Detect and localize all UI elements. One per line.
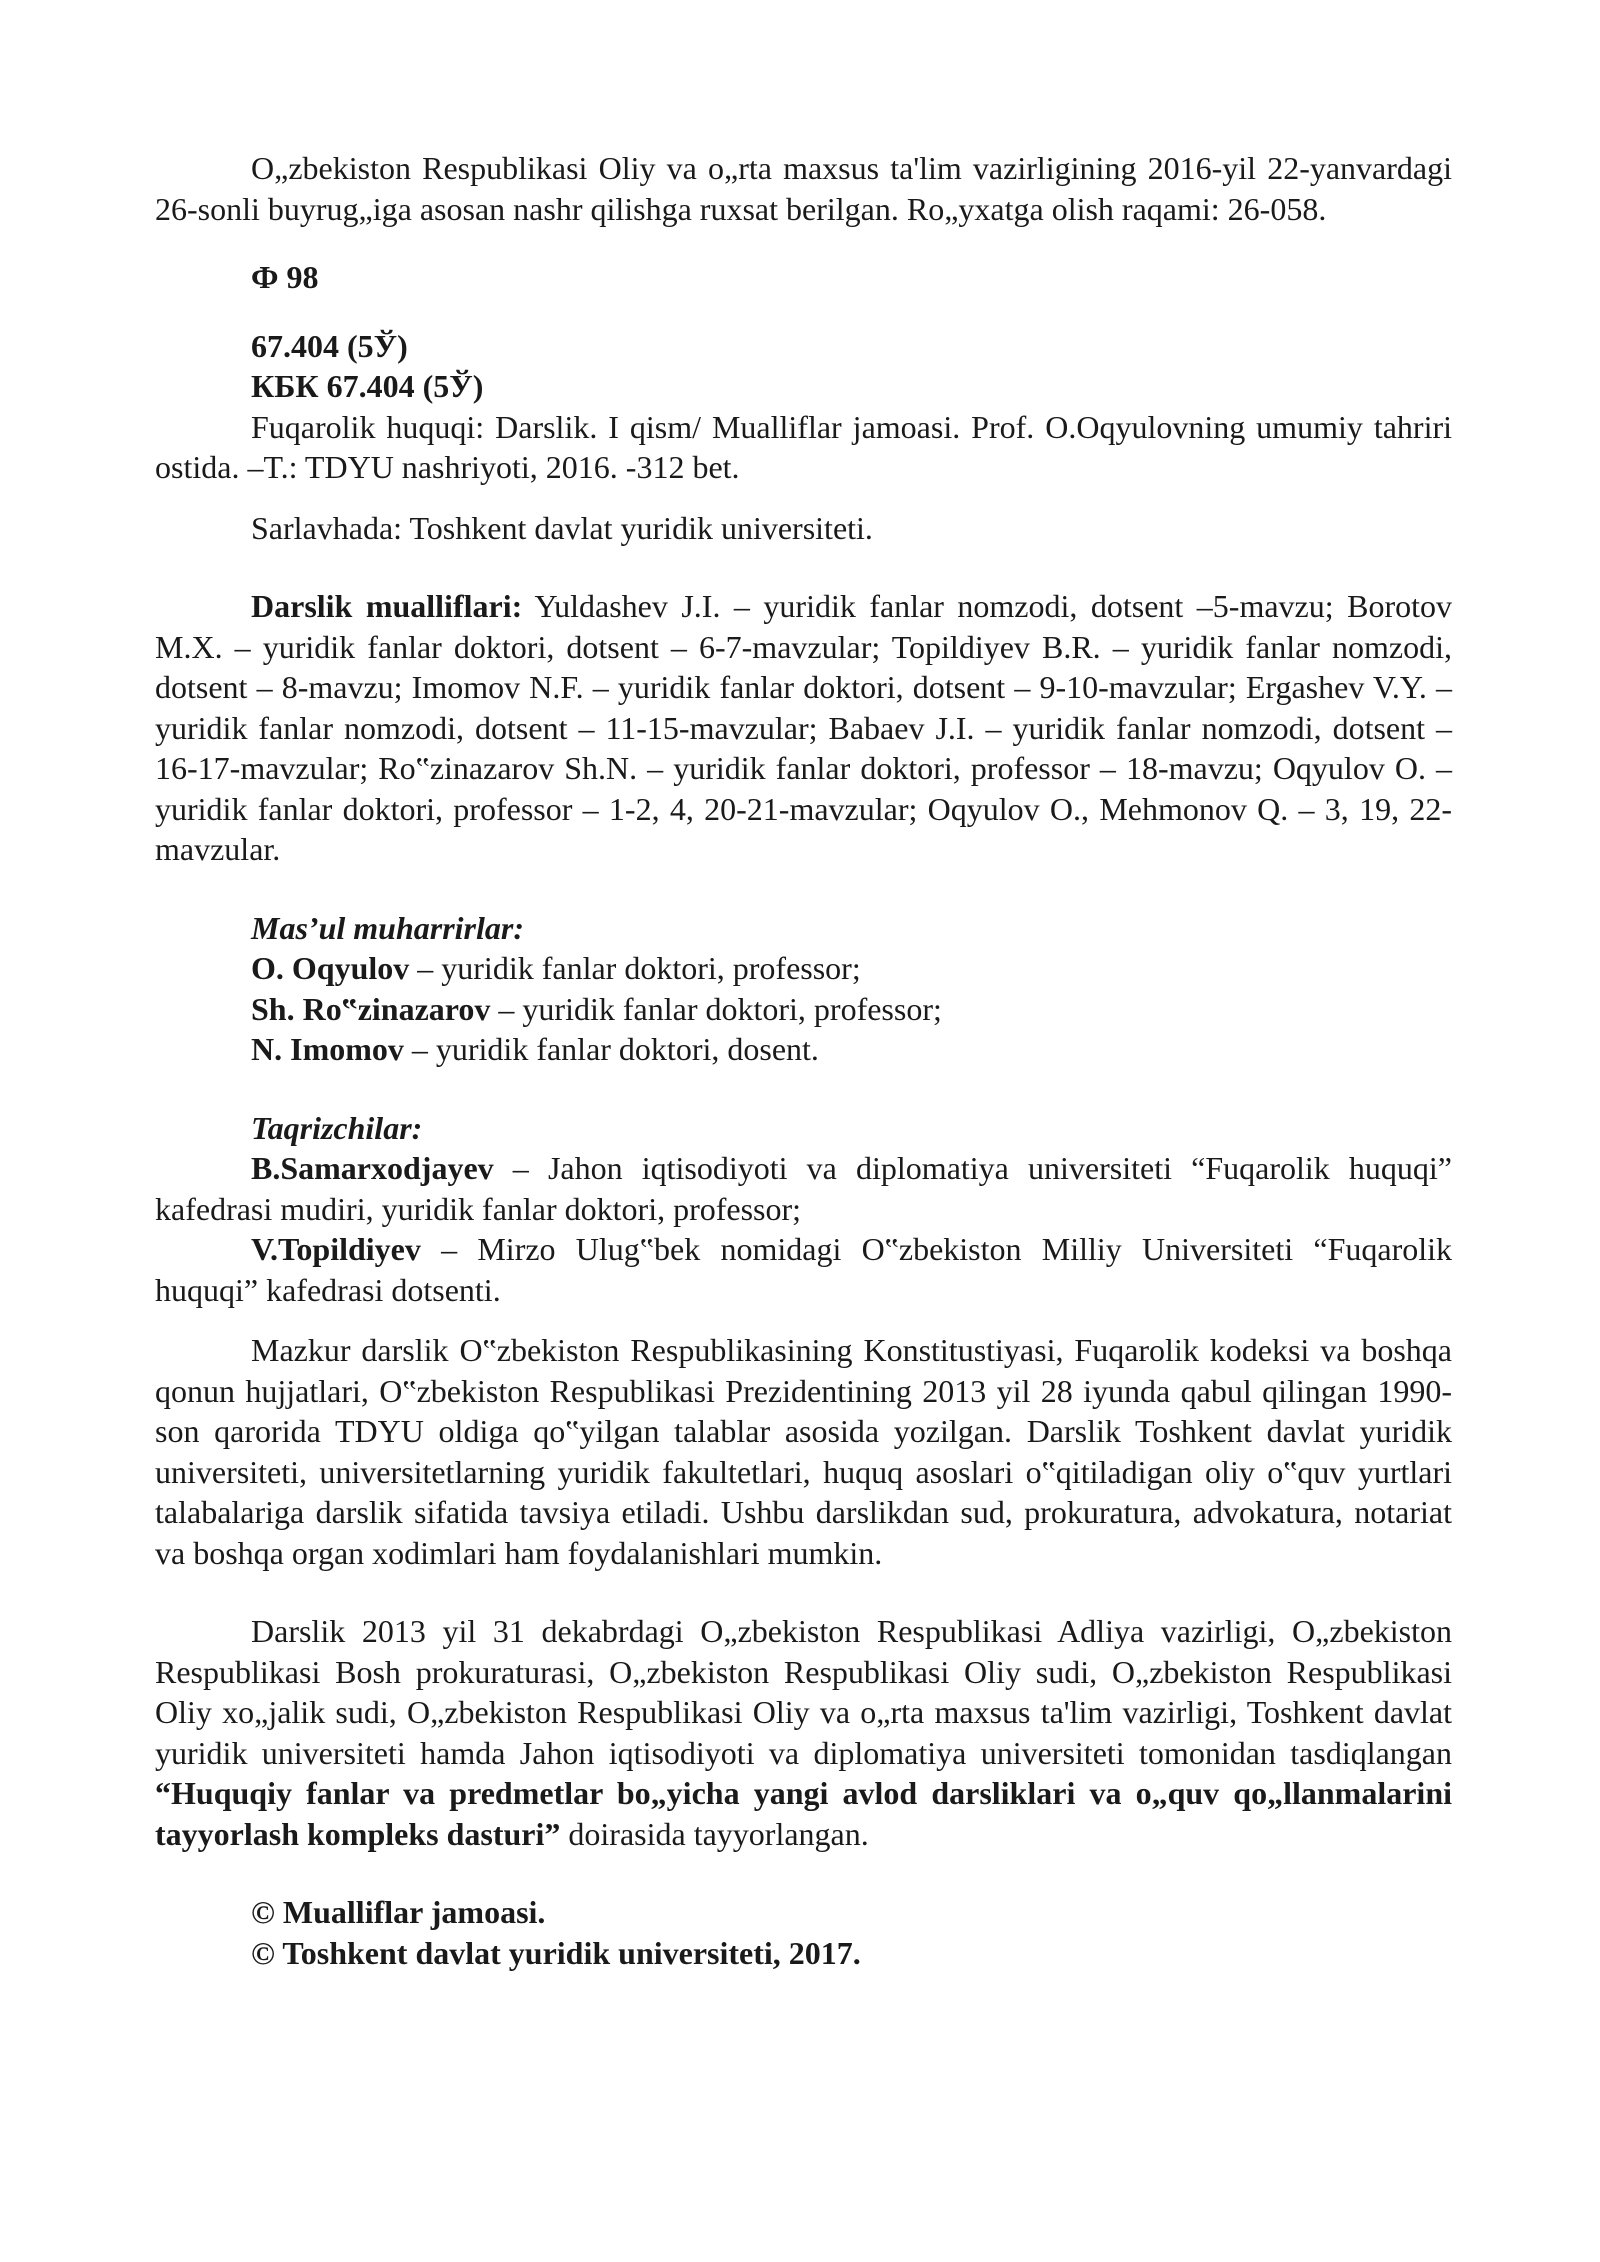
editor-line bbox=[155, 1029, 1452, 1070]
editor-name: Sh. Ro‟zinazarov bbox=[251, 990, 491, 1027]
editor-description: – yuridik fanlar doktori, professor; bbox=[490, 990, 942, 1027]
editor-description: – yuridik fanlar doktori, dosent. bbox=[403, 1031, 819, 1067]
editor-line bbox=[155, 989, 1452, 1030]
header-note: Sarlavhada: Toshkent davlat yuridik universiteti. bbox=[251, 509, 873, 546]
copyright-university: © Toshkent davlat yuridik universiteti, 2017. bbox=[251, 1934, 861, 1971]
editor-line bbox=[155, 948, 1452, 989]
classification-code: 67.404 (5Ў) bbox=[251, 327, 408, 364]
description-paragraph: Mazkur darslik O‟zbekiston Respublikasining Konstitustiyasi, Fuqarolik kodeksi va boshqa qonun hujjatlari, O‟zbekiston Respublikasi Prezidentining 2013 yil 28 iyunda qabul qilingan 1990-son qarorida TDYU oldiga qo‟yilgan talablar asosida yozilgan. Darslik Toshkent davlat yuridik universiteti, universitetlarning yuridik fakultetlari, huquq asoslari o‟qitiladigan oliy o‟quv yurtlari talabalariga darslik sifatida tavsiya etiladi. Ushbu darslikdan sud, prokuratura, advokatura, notariat va boshqa organ xodimlari ham foydalanishlari mumkin. bbox=[155, 1332, 1452, 1571]
editor-description: – yuridik fanlar doktori, professor; bbox=[409, 950, 861, 986]
copyright-authors: © Mualliflar jamoasi. bbox=[251, 1894, 546, 1930]
udc-code: Ф 98 bbox=[251, 259, 319, 295]
program-paragraph bbox=[155, 1611, 1452, 1854]
program-title: “Huquqiy fanlar va predmetlar bo„yicha yangi avlod darsliklari va o„quv qo„llanmalarini tayyorlash kompleks dasturi” bbox=[155, 1775, 1452, 1852]
bbk-code: КБК 67.404 (5Ў) bbox=[251, 368, 484, 404]
reviewer-description: – Jahon iqtisodiyoti va diplomatiya universiteti “Fuqarolik huquqi” kafedrasi mudiri, yuridik fanlar doktori, professor; bbox=[155, 1150, 1452, 1227]
program-intro: Darslik 2013 yil 31 dekabrdagi O„zbekiston Respublikasi Adliya vazirligi, O„zbekiston Respublikasi Bosh prokuraturasi, O„zbekiston Respublikasi Oliy sudi, O„zbekiston Respublikasi Oliy xo„jalik sudi, O„zbekiston Respublikasi Oliy va o„rta maxsus ta'lim vazirligi, Toshkent davlat yuridik universiteti hamda Jahon iqtisodiyoti va diplomatiya universiteti tomonidan tasdiqlangan bbox=[155, 1613, 1452, 1771]
reviewer-name: B.Samarxodjayev bbox=[251, 1150, 494, 1186]
authors-text: Yuldashev J.I. – yuridik fanlar nomzodi, dotsent –5-mavzu; Borotov M.X. – yuridik fanlar doktori, dotsent – 6-7-mavzular; Topildiyev B.R. – yuridik fanlar nomzodi, dotsent – 8-mavzu; Imomov N.F. – yuridik fanlar doktori, dotsent – 9-10-mavzular; Ergashev V.Y. – yuridik fanlar nomzodi, dotsent – 11-15-mavzular; Babaev J.I. – yuridik fanlar nomzodi, dotsent – 16-17-mavzular; Ro‟zinazarov Sh.N. – yuridik fanlar doktori, professor – 18-mavzu; Oqyulov O. – yuridik fanlar doktori, professor – 1-2, 4, 20-21-mavzular; Oqyulov O., Mehmonov Q. – 3, 19, 22-mavzular. bbox=[155, 588, 1453, 867]
authors-paragraph bbox=[155, 586, 1452, 870]
reviewers-heading: Taqrizchilar: bbox=[251, 1109, 423, 1146]
approval-paragraph: O„zbekiston Respublikasi Oliy va o„rta maxsus ta'lim vazirligining 2016-yil 22-yanvardagi 26-sonli buyrug„iga asosan nashr qilishga ruxsat berilgan. Ro„yxatga olish raqami: 26-058. bbox=[155, 150, 1452, 227]
reviewer-paragraph bbox=[155, 1229, 1452, 1310]
editor-name: O. Oqyulov bbox=[251, 950, 410, 986]
reviewer-description: – Mirzo Ulug‟bek nomidagi O‟zbekiston Milliy Universiteti “Fuqarolik huquqi” kafedrasi dotsenti. bbox=[155, 1231, 1452, 1308]
program-outro: doirasida tayyorlangan. bbox=[560, 1815, 869, 1852]
reviewer-name: V.Topildiyev bbox=[251, 1231, 421, 1267]
reviewer-paragraph bbox=[155, 1148, 1452, 1229]
editor-name: N. Imomov bbox=[251, 1031, 404, 1067]
bibliographic-description: Fuqarolik huquqi: Darslik. I qism/ Mualliflar jamoasi. Prof. O.Oqyulovning umumiy tahriri ostida. –T.: TDYU nashriyoti, 2016. -312 bet. bbox=[155, 408, 1452, 485]
authors-label: Darslik mualliflari: bbox=[251, 588, 523, 624]
editors-heading: Mas’ul muharrirlar: bbox=[251, 909, 524, 946]
